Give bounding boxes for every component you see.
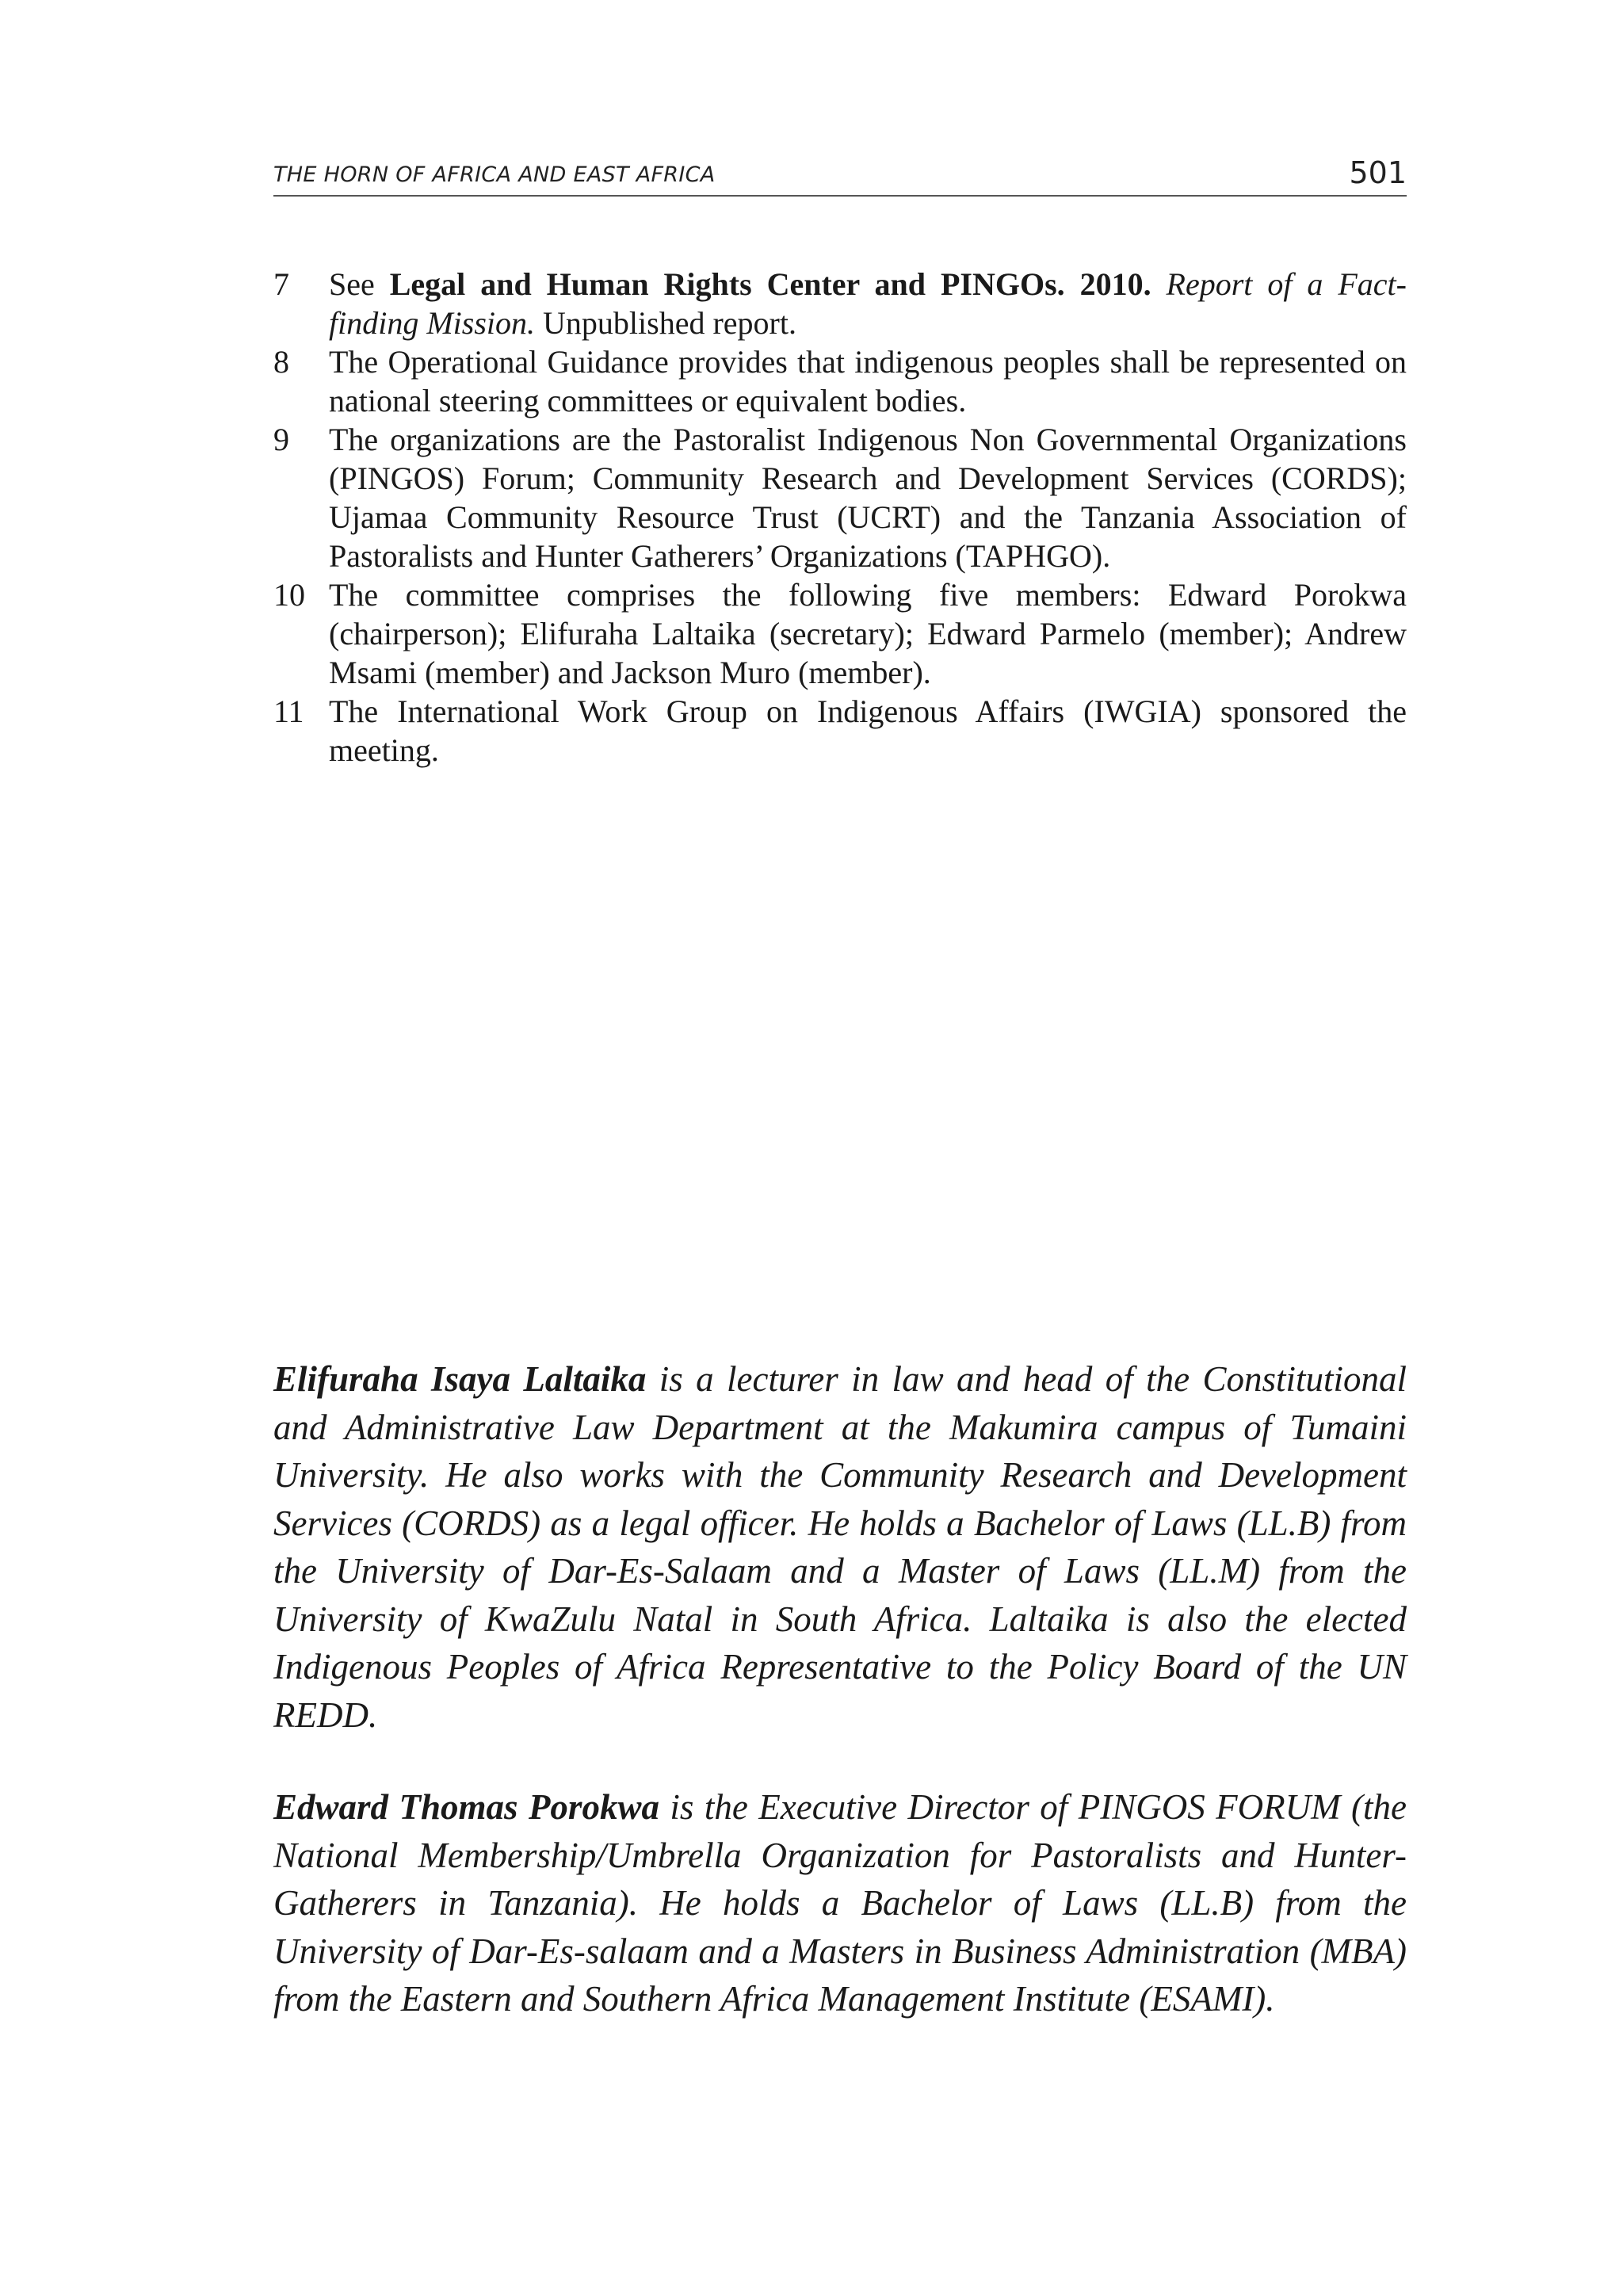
endnote-11 — [273, 692, 1407, 770]
endnote-text: The International Work Group on Indigenous Affairs (IWGIA) sponsored the meeting. — [329, 693, 1407, 768]
author-name: Edward Thomas Porokwa — [273, 1787, 659, 1827]
endnote-8 — [273, 342, 1407, 420]
endnotes — [273, 265, 1407, 770]
endnote-7 — [273, 265, 1407, 342]
endnote-text-mid — [1151, 266, 1167, 302]
author-bio-text: is a lecturer in law and head of the Constitutional and Administrative Law Department at the Makumira campus of Tumaini University. He also works with the Community Research and Development Services (CORDS) as a legal officer. He holds a Bachelor of Laws (LL.B) from the University of Dar-Es-Salaam and a Master of Laws (LL.M) from the University of KwaZulu Natal in South Africa. Laltaika is also the elected Indigenous Peoples of Africa Representative to the Policy Board of the UN REDD. — [273, 1359, 1407, 1735]
endnote-number: 8 — [273, 344, 289, 380]
endnote-number: 11 — [273, 693, 304, 729]
running-header — [273, 155, 1407, 197]
running-title: THE HORN OF AFRICA AND EAST AFRICA — [273, 162, 716, 187]
endnote-number: 10 — [273, 577, 305, 613]
endnote-text-post: Unpublished report. — [535, 305, 796, 341]
page-number: 501 — [1349, 155, 1407, 190]
endnote-text-pre: See — [329, 266, 390, 302]
author-bio-text: is the Executive Director of PINGOS FORUM (the National Membership/Umbrella Organization for Pastoralists and Hunter-Gatherers in Tanzania). He holds a Bachelor of Laws (LL.B) from the University of Dar-Es-salaam and a Masters in Business Administration (MBA) from the Eastern and Southern Africa Management Institute (ESAMI). — [273, 1787, 1407, 2019]
endnote-number: 9 — [273, 422, 289, 457]
endnote-reference-title: Report of a Fact-finding Mission. — [329, 266, 1407, 341]
author-name: Elifuraha Isaya Laltaika — [273, 1359, 647, 1399]
endnote-text: The Operational Guidance provides that indigenous peoples shall be represented on national steering committees or equivalent bodies. — [329, 344, 1407, 418]
endnote-text: The organizations are the Pastoralist Indigenous Non Governmental Organizations (PINGOS) Forum; Community Research and Development Services (CORDS); Ujamaa Community Resource Trust (UCRT) and the Tanzania Association of Pastoralists and Hunter Gatherers’ Organizations (TAPHGO). — [329, 422, 1407, 574]
endnote-text: The committee comprises the following five members: Edward Porokwa (chairperson); Elifuraha Laltaika (secretary); Edward Parmelo (member); Andrew Msami (member) and Jackson Muro (member). — [329, 577, 1407, 690]
author-bio-laltaika — [273, 1355, 1407, 1739]
endnote-10 — [273, 575, 1407, 692]
endnote-reference-author: Legal and Human Rights Center and PINGOs. 2010. — [389, 266, 1151, 302]
author-bio-porokwa — [273, 1783, 1407, 2023]
endnote-number: 7 — [273, 266, 289, 302]
endnote-9 — [273, 420, 1407, 575]
